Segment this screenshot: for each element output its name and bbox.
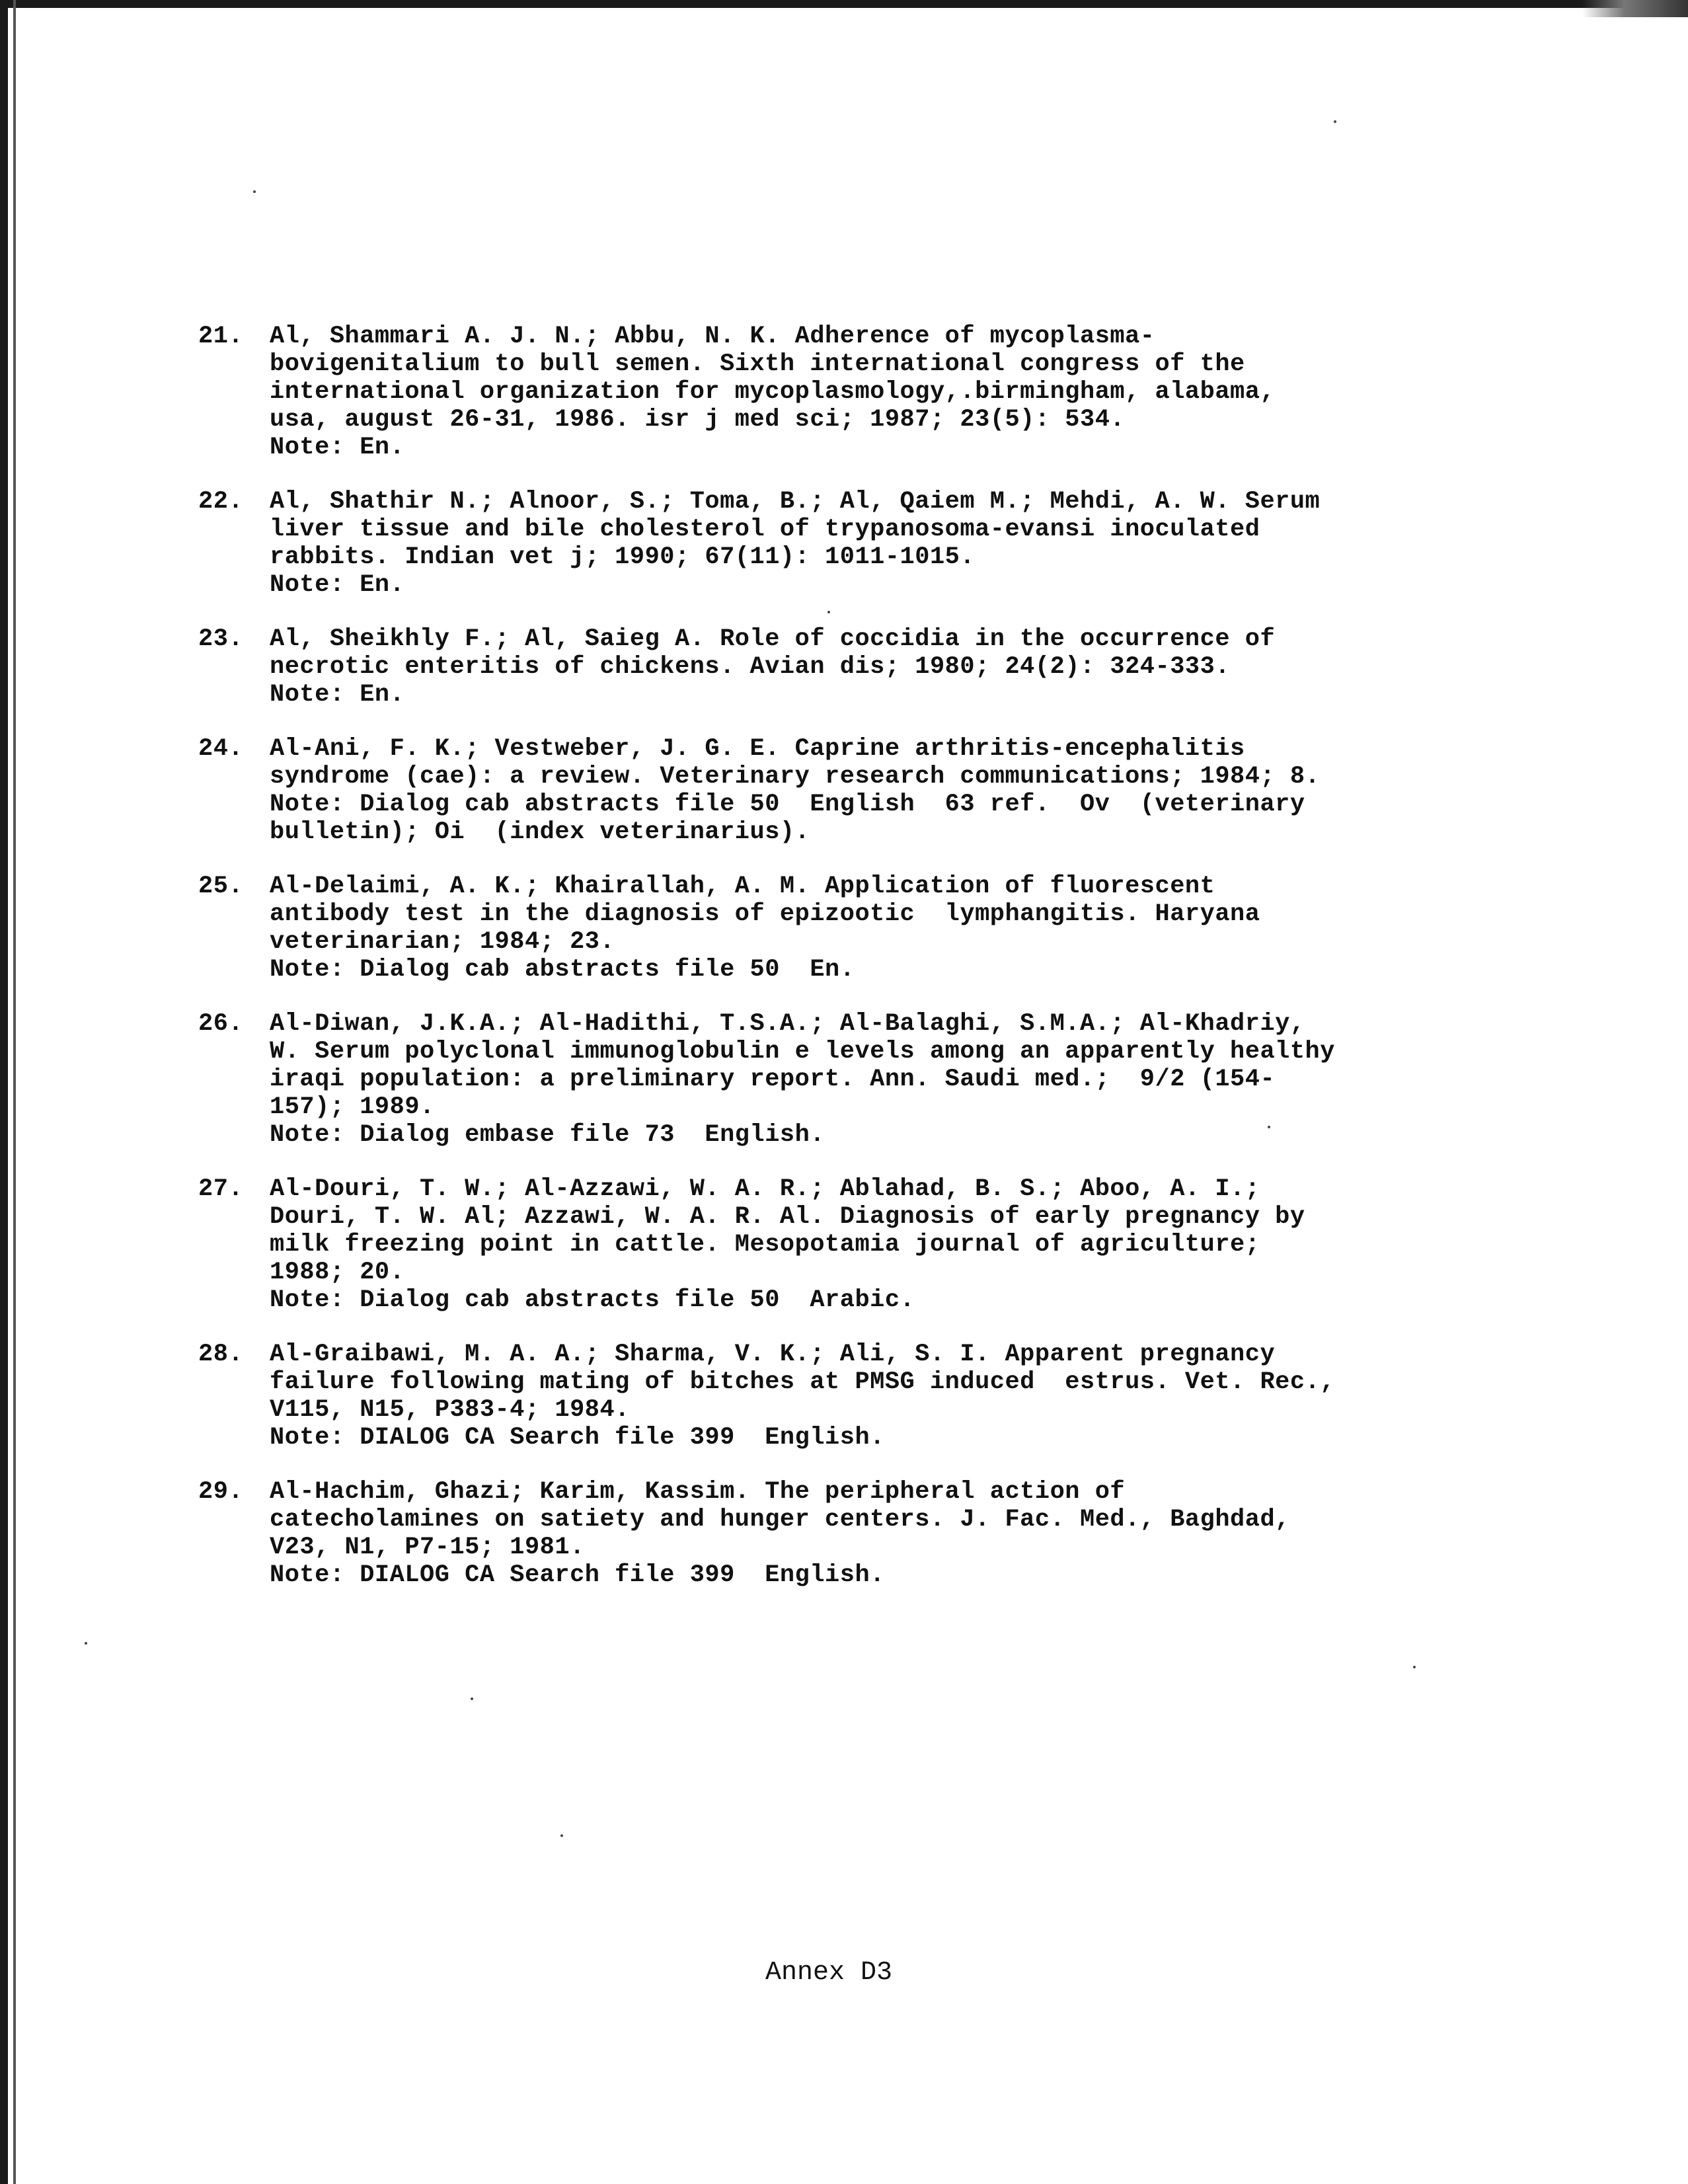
entry-line: Al-Graibawi, M. A. A.; Sharma, V. K.; Ali, S. I. Apparent pregnancy [270,1341,1276,1368]
entry-number: 27. [198,1175,244,1203]
entry-line: necrotic enteritis of chickens. Avian dis; 1980; 24(2): 324-333. [270,653,1231,681]
entry-line: Note: Dialog cab abstracts file 50 En. [270,956,855,984]
entry-number: 23. [198,625,244,653]
entry-line: catecholamines on satiety and hunger centers. J. Fac. Med., Baghdad, [270,1506,1290,1534]
entry-line: Note: En. [270,681,405,709]
entry-line: V23, N1, P7-15; 1981. [270,1534,585,1561]
bibliography-entry [198,323,1467,461]
bibliography-entry [198,873,1467,984]
entry-number: 25. [198,873,244,900]
scan-speck [1334,120,1336,123]
entry-line: Note: Dialog cab abstracts file 50 Arabic. [270,1286,915,1314]
entry-number: 26. [198,1010,244,1038]
entry-line: bulletin); Oi (index veterinarius). [270,818,810,846]
scan-border-left-inner [13,0,16,2184]
bibliography-list [198,323,1467,1616]
entry-line: veterinarian; 1984; 23. [270,928,615,956]
entry-line: Al-Delaimi, A. K.; Khairallah, A. M. Application of fluorescent [270,873,1215,900]
entry-line: Al-Ani, F. K.; Vestweber, J. G. E. Caprine arthritis-encephalitis [270,735,1245,763]
entry-line: Al-Hachim, Ghazi; Karim, Kassim. The peripheral action of [270,1478,1126,1506]
bibliography-entry [198,1010,1467,1149]
entry-line: Al-Diwan, J.K.A.; Al-Hadithi, T.S.A.; Al-Balaghi, S.M.A.; Al-Khadriy, [270,1010,1305,1038]
scan-speck [1413,1666,1416,1668]
entry-line: Al-Douri, T. W.; Al-Azzawi, W. A. R.; Ablahad, B. S.; Aboo, A. I.; [270,1175,1260,1203]
entry-line: bovigenitalium to bull semen. Sixth international congress of the [270,350,1245,378]
entry-number: 24. [198,735,244,763]
scan-speck [471,1697,473,1700]
entry-number: 21. [198,323,244,350]
bibliography-entry [198,1175,1467,1314]
entry-line: Note: DIALOG CA Search file 399 English. [270,1561,885,1589]
entry-line: milk freezing point in cattle. Mesopotamia journal of agriculture; [270,1231,1260,1259]
entry-line: W. Serum polyclonal immunoglobulin e levels among an apparently healthy [270,1038,1335,1066]
entry-number: 22. [198,488,244,516]
entry-line: syndrome (cae): a review. Veterinary research communications; 1984; 8. [270,763,1321,791]
entry-line: Note: En. [270,434,405,461]
entry-number: 28. [198,1341,244,1368]
entry-line: usa, august 26-31, 1986. isr j med sci; 1987; 23(5): 534. [270,406,1126,434]
entry-line: antibody test in the diagnosis of epizootic lymphangitis. Haryana [270,900,1260,928]
entry-line: Note: DIALOG CA Search file 399 English. [270,1424,885,1452]
bibliography-entry [198,1478,1467,1589]
entry-line: Note: En. [270,571,405,599]
entry-line: V115, N15, P383-4; 1984. [270,1396,630,1424]
scan-speck [85,1642,87,1645]
bibliography-entry [198,735,1467,846]
entry-line: failure following mating of bitches at PMSG induced estrus. Vet. Rec., [270,1368,1335,1396]
entry-line: Note: Dialog embase file 73 English. [270,1121,825,1149]
entry-line: Note: Dialog cab abstracts file 50 English 63 ref. Ov (veterinary [270,791,1305,818]
entry-line: Al, Shathir N.; Alnoor, S.; Toma, B.; Al, Qaiem M.; Mehdi, A. W. Serum [270,488,1321,516]
entry-line: liver tissue and bile cholesterol of trypanosoma-evansi inoculated [270,516,1260,543]
entry-line: Douri, T. W. Al; Azzawi, W. A. R. Al. Diagnosis of early pregnancy by [270,1203,1305,1231]
scan-speck [560,1834,563,1837]
entry-line: 1988; 20. [270,1259,405,1286]
bibliography-entry [198,488,1467,599]
bibliography-entry [198,1341,1467,1452]
scan-corner-artifact [1582,0,1688,17]
scan-border-left [0,0,8,2184]
bibliography-entry [198,625,1467,709]
entry-line: Al, Sheikhly F.; Al, Saieg A. Role of coccidia in the occurrence of [270,625,1276,653]
page-footer: Annex D3 [765,1958,893,1988]
entry-line: iraqi population: a preliminary report. Ann. Saudi med.; 9/2 (154- [270,1066,1276,1093]
scan-border-top [0,0,1688,8]
scan-speck [253,190,256,193]
entry-line: Al, Shammari A. J. N.; Abbu, N. K. Adherence of mycoplasma- [270,323,1155,350]
entry-number: 29. [198,1478,244,1506]
entry-line: rabbits. Indian vet j; 1990; 67(11): 1011-1015. [270,543,976,571]
entry-line: international organization for mycoplasmology,.birmingham, alabama, [270,378,1276,406]
entry-line: 157); 1989. [270,1093,435,1121]
